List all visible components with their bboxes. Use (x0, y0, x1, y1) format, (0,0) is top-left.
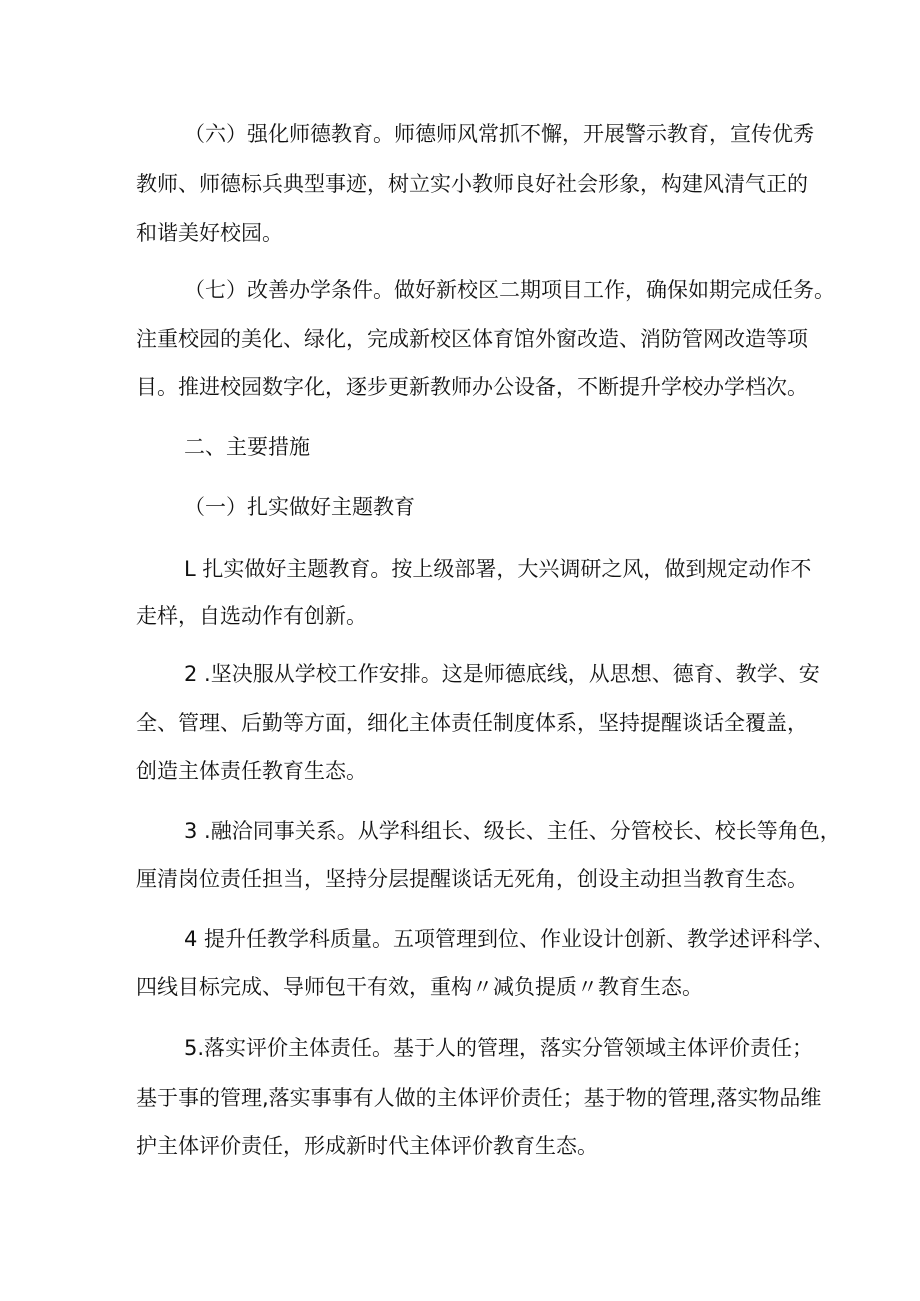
paragraph-line: 4 提升任教学科质量。五项管理到位、作业设计创新、教学述评科学、 (184, 927, 835, 951)
subsection-heading: （一）扎实做好主题教育 (184, 495, 415, 519)
paragraph-line: 5.落实评价主体责任。基于人的管理，落实分管领域主体评价责任； (184, 1036, 814, 1060)
paragraph-line: 全、管理、后勤等方面，细化主体责任制度体系，坚持提醒谈话全覆盖， (136, 711, 808, 735)
paragraph-line: 注重校园的美化、绿化，完成新校区体育馆外窗改造、消防管网改造等项 (136, 327, 808, 351)
paragraph-line: 基于事的管理,落实事事有人做的主体评价责任；基于物的管理,落实物品维 (136, 1086, 822, 1110)
paragraph-line: 2 .坚决服从学校工作安排。这是师德底线，从思想、德育、教学、安 (184, 662, 820, 686)
paragraph-line: 护主体评价责任，形成新时代主体评价教育生态。 (136, 1134, 598, 1158)
paragraph-line: 3 .融洽同事关系。从学科组长、级长、主任、分管校长、校长等角色， (184, 819, 841, 843)
paragraph-line: 走样，自选动作有创新。 (136, 604, 367, 628)
paragraph-line: L 扎实做好主题教育。按上级部署，大兴调研之风，做到规定动作不 (184, 557, 812, 581)
paragraph-line: 和谐美好校园。 (136, 221, 283, 245)
paragraph-line: 教师、师德标兵典型事迹，树立实小教师良好社会形象，构建风清气正的 (136, 172, 808, 196)
paragraph-line: 厘清岗位责任担当，坚持分层提醒谈话无死角，创设主动担当教育生态。 (136, 867, 808, 891)
paragraph-line: （六）强化师德教育。师德师风常抓不懈，开展警示教育，宣传优秀 (184, 122, 814, 146)
paragraph-line: 创造主体责任教育生态。 (136, 759, 367, 783)
paragraph-line: （七）改善办学条件。做好新校区二期项目工作，确保如期完成任务。 (184, 278, 835, 302)
section-heading: 二、主要措施 (184, 435, 310, 459)
paragraph-line: 四线目标完成、导师包干有效，重构〃减负提质〃教育生态。 (136, 975, 703, 999)
paragraph-line: 目。推进校园数字化，逐步更新教师办公设备，不断提升学校办学档次。 (136, 375, 808, 399)
